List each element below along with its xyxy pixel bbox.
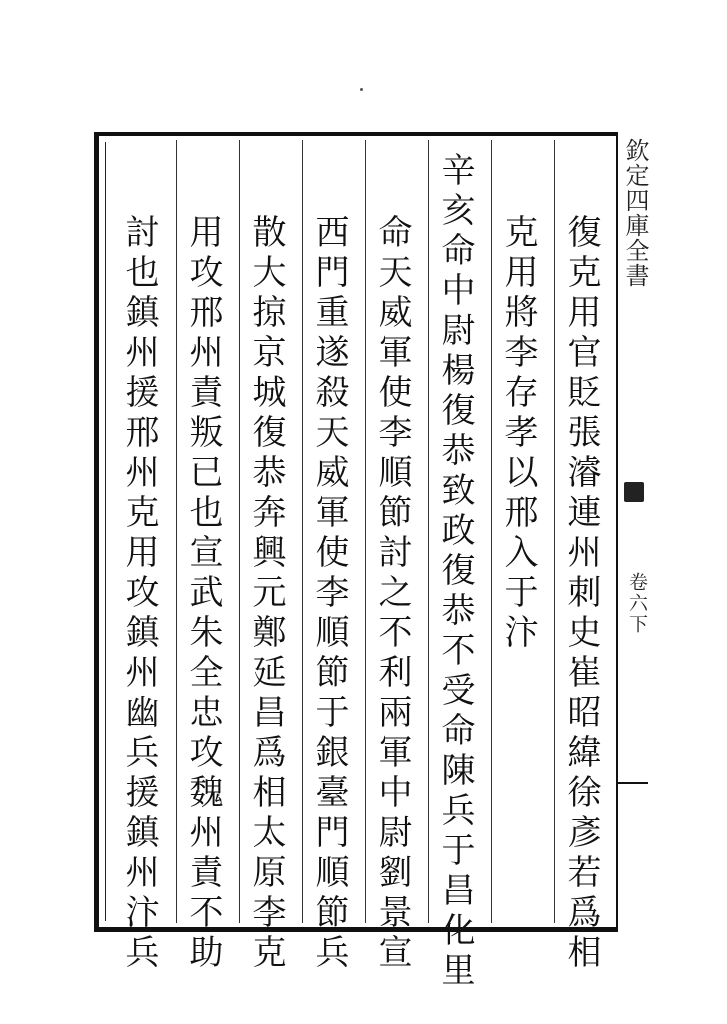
text-column-2: 克用將李存孝以邢入于汴 xyxy=(498,214,538,654)
section-label: 卷六下 xyxy=(626,572,648,635)
column-rule xyxy=(176,140,177,923)
book-title: 欽定四庫全書 xyxy=(621,138,649,288)
column-rule xyxy=(239,140,240,923)
text-column-5: 西門重遂殺天威軍使李順節于銀臺門順節兵 xyxy=(309,214,349,974)
page-frame xyxy=(94,132,616,992)
column-rule xyxy=(491,140,492,923)
text-column-4: 命天威軍使李順節討之不利兩軍中尉劉景宣 xyxy=(372,214,412,974)
text-column-3: 辛亥命中尉楊復恭致政復恭不受命陳兵于昌化里 xyxy=(435,152,475,992)
column-rule xyxy=(365,140,366,923)
paper-speck xyxy=(360,88,363,91)
column-rule xyxy=(428,140,429,923)
fishtail-mark xyxy=(624,482,644,502)
text-column-7: 用攻邢州責叛已也宣武朱全忠攻魏州責不助 xyxy=(183,214,223,974)
spine-divider xyxy=(618,782,648,784)
text-column-8: 討也鎮州援邢州克用攻鎮州幽兵援鎮州汴兵 xyxy=(119,214,159,974)
frame-inner-line xyxy=(105,142,106,921)
text-column-1: 復克用官貶張濬連州刺史崔昭緯徐彥若爲相 xyxy=(561,214,601,974)
column-rule xyxy=(302,140,303,923)
column-rule xyxy=(554,140,555,923)
spine-margin xyxy=(616,132,649,932)
text-column-6: 散大掠京城復恭奔興元鄭延昌爲相太原李克 xyxy=(246,214,286,974)
